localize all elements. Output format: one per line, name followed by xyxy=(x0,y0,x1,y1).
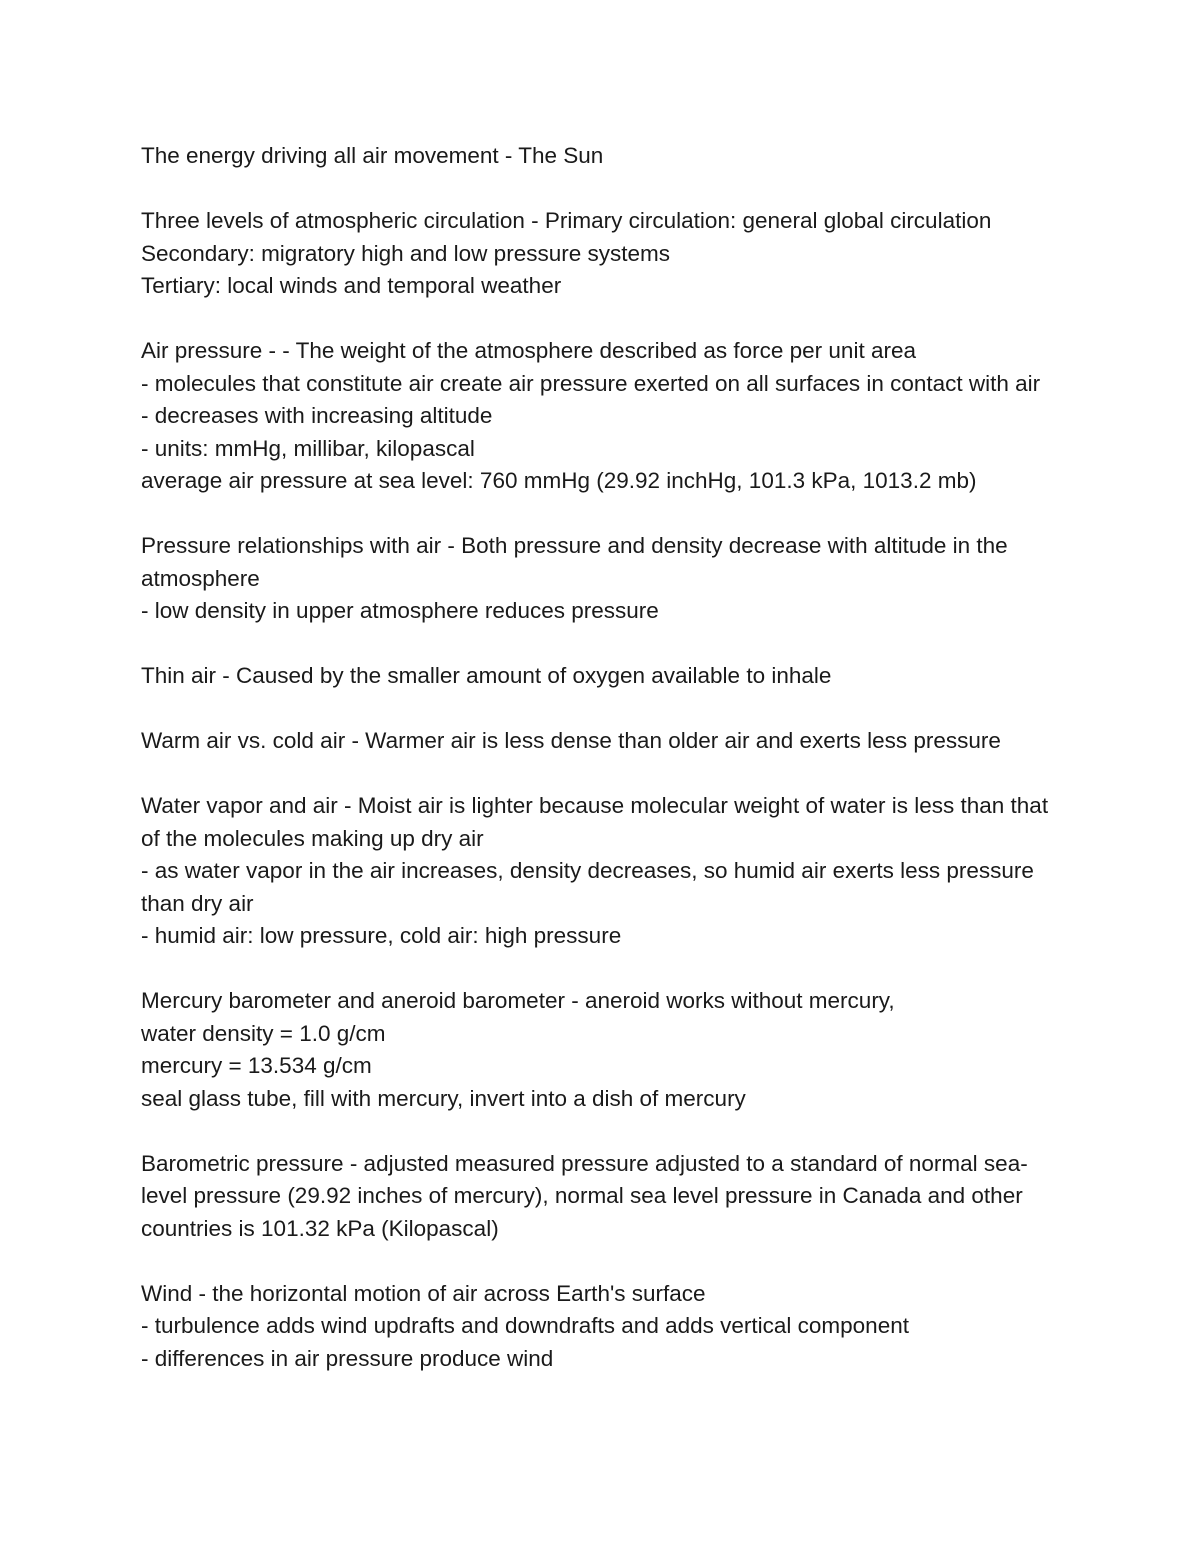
entry-warm-cold-air xyxy=(141,725,1071,758)
entry-barometric-pressure xyxy=(141,1148,1071,1246)
entry-pressure-relationships xyxy=(141,530,1071,628)
text-line: - as water vapor in the air increases, density decreases, so humid air exerts less pressure than dry air xyxy=(141,858,1034,916)
text-line: - humid air: low pressure, cold air: high pressure xyxy=(141,923,622,948)
text-line: - units: mmHg, millibar, kilopascal xyxy=(141,435,475,461)
text-line: Thin air - Caused by the smaller amount of oxygen available to inhale xyxy=(141,663,832,688)
text-line: - molecules that constitute air create air pressure exerted on all surfaces in contact with air xyxy=(141,370,1041,396)
entry-water-vapor xyxy=(141,790,1071,953)
entry-wind xyxy=(141,1278,1071,1376)
text-line: Air pressure - - The weight of the atmosphere described as force per unit area xyxy=(141,338,916,363)
text-line: average air pressure at sea level: 760 mmHg (29.92 inchHg, 101.3 kPa, 1013.2 mb) xyxy=(141,468,977,493)
text-line: Secondary: migratory high and low pressure systems xyxy=(141,240,670,266)
text-line: Mercury barometer and aneroid barometer - aneroid works without mercury, xyxy=(141,988,895,1013)
text-line: Wind - the horizontal motion of air across Earth's surface xyxy=(141,1280,706,1306)
text-line: Barometric pressure - adjusted measured pressure adjusted to a standard of normal sea-level pressure (29.92 inches of mercury), normal sea level pressure in Canada and other countries is 101.32 kPa (Kilopascal) xyxy=(141,1150,1028,1241)
text-line: The energy driving all air movement - The Sun xyxy=(141,143,604,168)
text-line: Three levels of atmospheric circulation - Primary circulation: general global circulation xyxy=(141,208,992,233)
text-line: Tertiary: local winds and temporal weather xyxy=(141,273,562,298)
entry-circulation-levels xyxy=(141,205,1071,303)
text-line: - turbulence adds wind updrafts and downdrafts and adds vertical component xyxy=(141,1313,909,1338)
text-line: water density = 1.0 g/cm xyxy=(141,1020,386,1046)
entry-thin-air xyxy=(141,660,1071,693)
text-line: Pressure relationships with air - Both pressure and density decrease with altitude in the atmosphere xyxy=(141,533,1008,591)
entry-air-pressure xyxy=(141,335,1071,498)
text-line: - low density in upper atmosphere reduces pressure xyxy=(141,598,659,623)
text-line: seal glass tube, fill with mercury, invert into a dish of mercury xyxy=(141,1085,746,1111)
text-line: Warm air vs. cold air - Warmer air is less dense than older air and exerts less pressure xyxy=(141,728,1001,753)
entry-barometers xyxy=(141,985,1071,1115)
text-line: - differences in air pressure produce wind xyxy=(141,1345,554,1371)
document-page xyxy=(141,140,1071,1408)
text-line: Water vapor and air - Moist air is lighter because molecular weight of water is less than that of the molecules making up dry air xyxy=(141,793,1049,851)
text-line: - decreases with increasing altitude xyxy=(141,403,493,428)
entry-sun xyxy=(141,140,1071,173)
text-line: mercury = 13.534 g/cm xyxy=(141,1053,372,1078)
